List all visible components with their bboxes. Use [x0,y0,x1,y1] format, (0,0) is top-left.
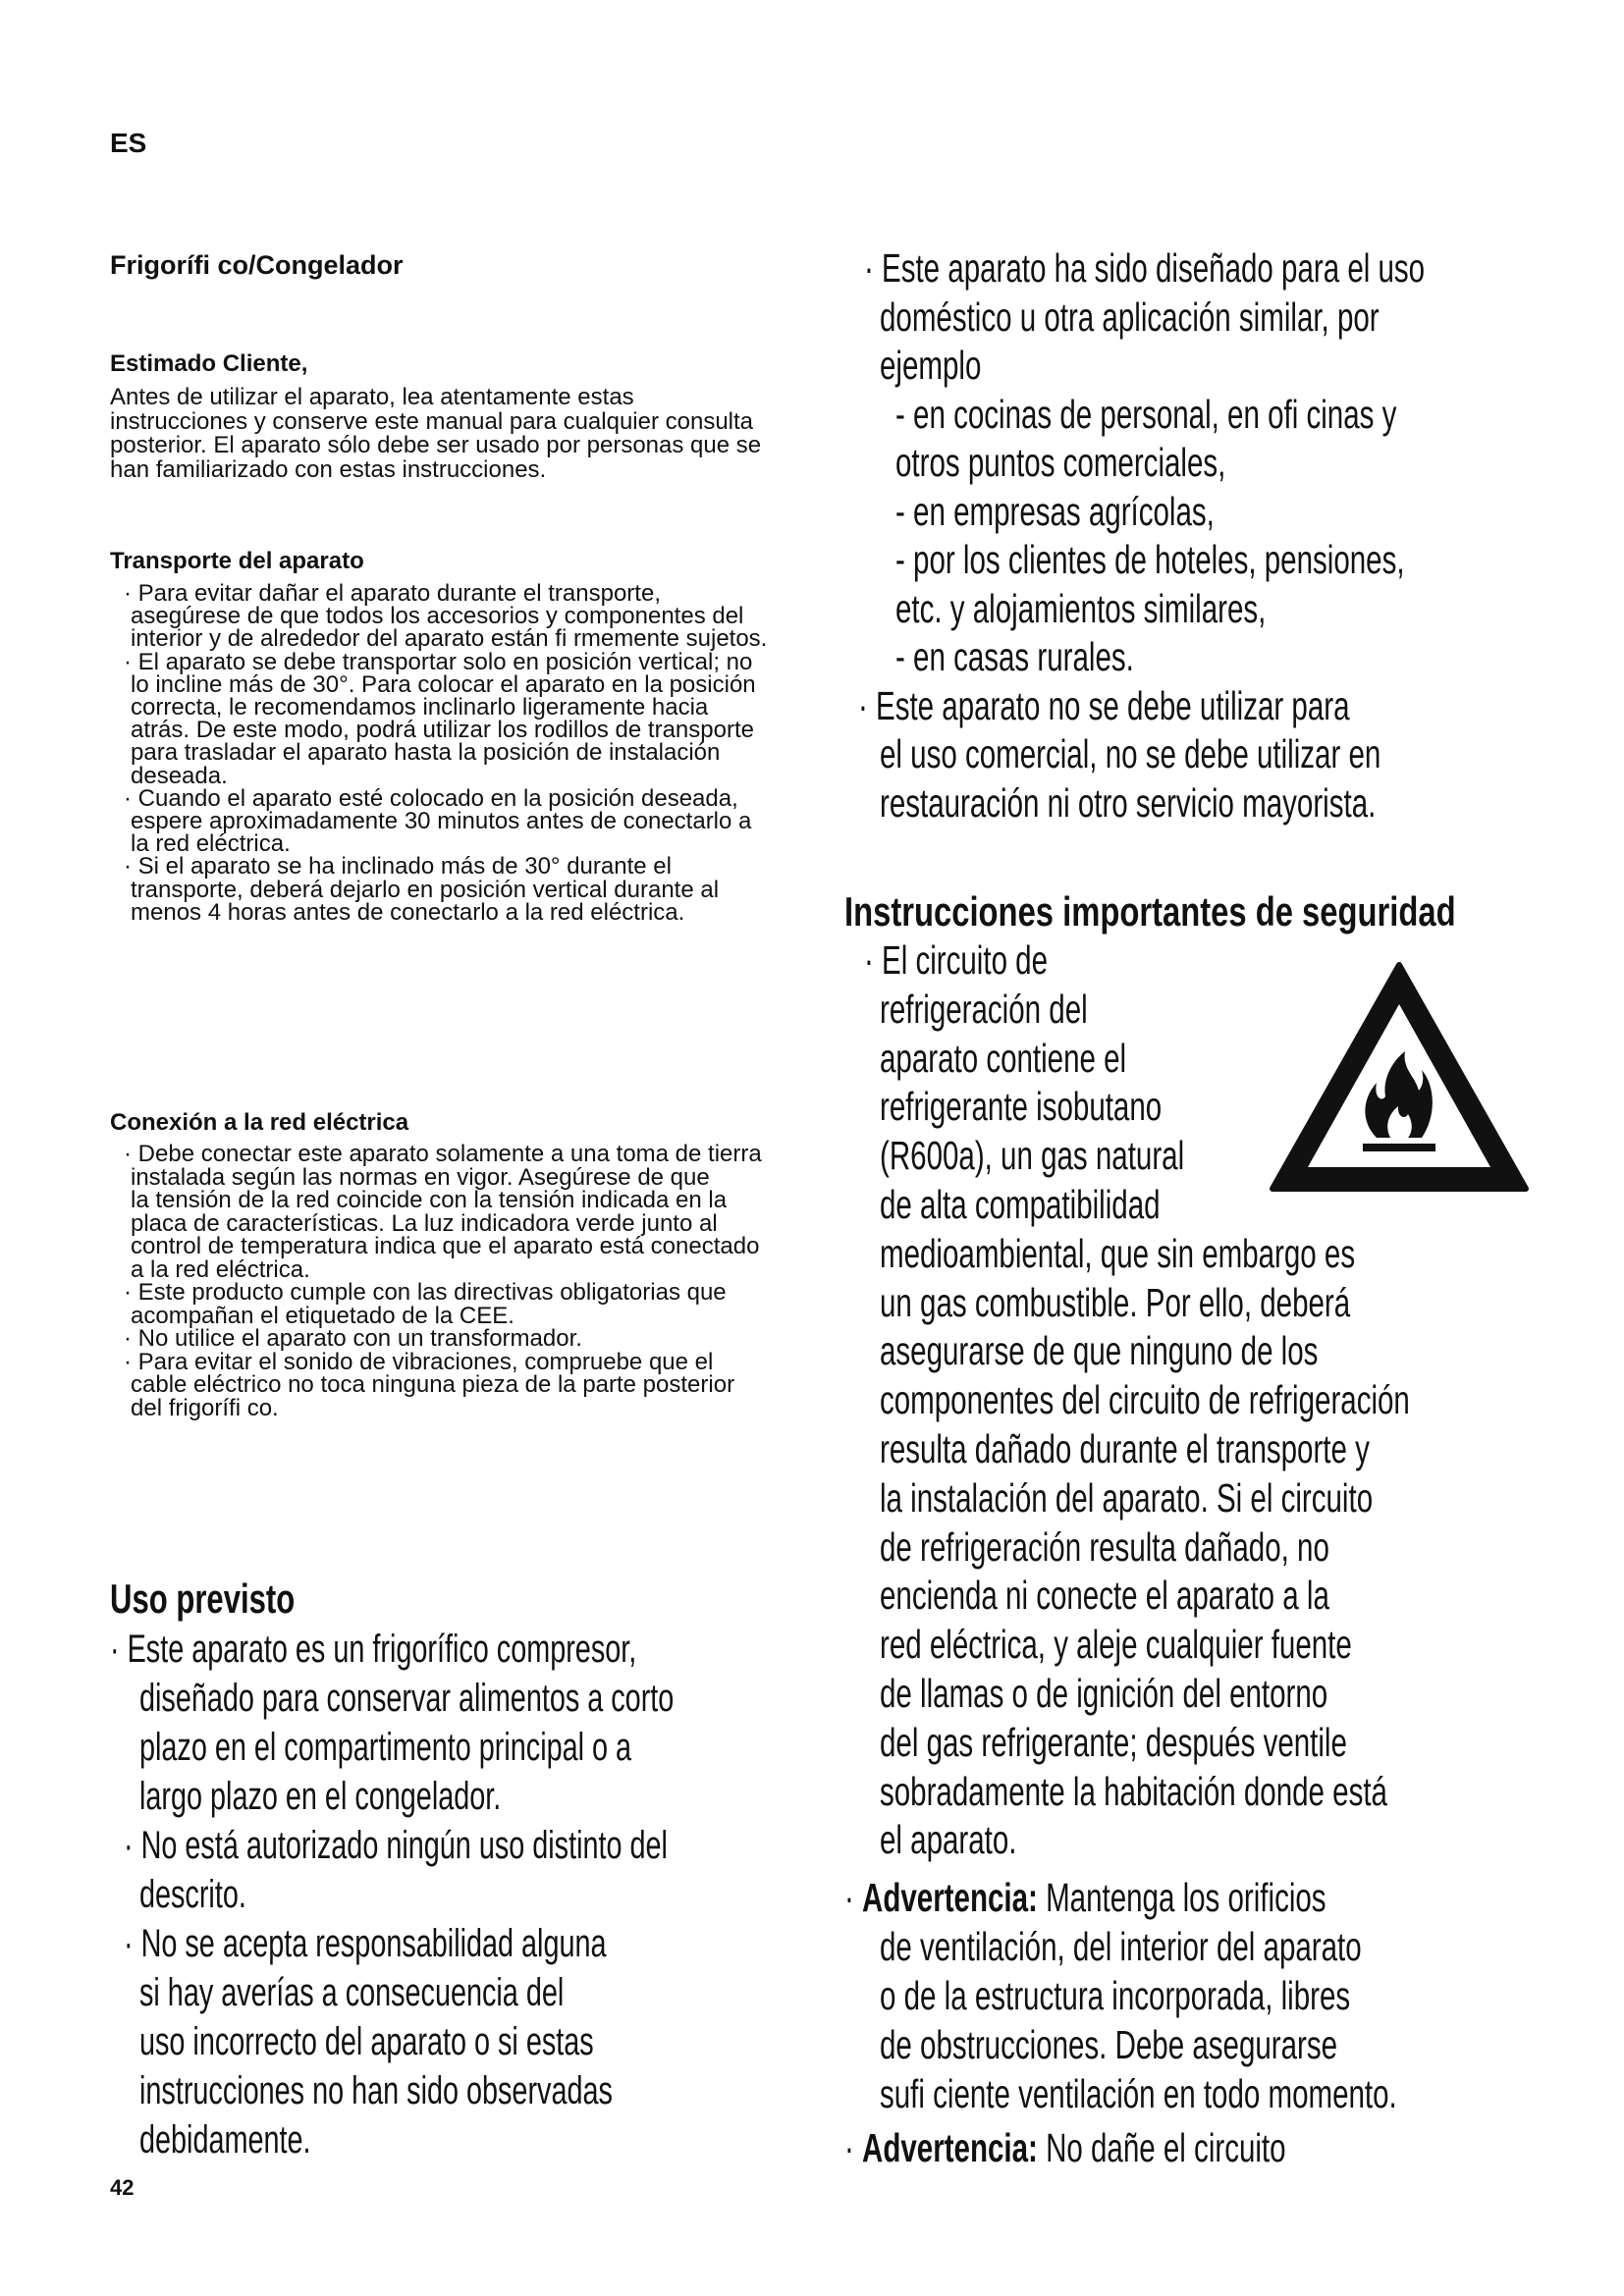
safety-line: la instalación del aparato. Si el circuito [880,1474,1374,1521]
domestic-line: doméstico u otra aplicación similar, por [880,294,1380,340]
safety-line: · El circuito de [864,937,1049,983]
transport-line: espere aproximadamente 30 minutos antes de conectarlo a [131,808,752,834]
transport-heading: Transporte del aparato [110,548,364,574]
connection-heading: Conexión a la red eléctrica [110,1109,409,1136]
safety-line: el aparato. [880,1817,1017,1863]
transport-line: lo incline más de 30°. Para colocar el aparato en la posición [131,670,756,698]
domestic-line: - por los clientes de hoteles, pensiones, [895,537,1405,582]
transport-line: deseada. [131,762,228,789]
safety-line: refrigerante isobutano [880,1084,1163,1130]
warning-circuit-bullet: · [844,2125,863,2170]
greeting-line: instrucciones y conserve este manual para cualquier consulta [110,407,754,435]
domestic-line: el uso comercial, no se debe utilizar en [880,731,1381,776]
safety-line: sobradamente la habitación donde está [880,1768,1387,1814]
greeting-line: posterior. El aparato sólo debe ser usado por personas que se [110,432,762,458]
safety-line: refrigeración del [880,986,1088,1032]
connection-line: del frigorífi co. [131,1394,279,1421]
connection-line: acompañan el etiquetado de la CEE. [131,1302,514,1329]
connection-line: · Para evitar el sonido de vibraciones, compruebe que el [124,1348,714,1375]
use-line: si hay averías a consecuencia del [139,1971,565,2014]
transport-line: para trasladar el aparato hasta la posición de instalación [131,739,721,767]
connection-line: · Este producto cumple con las directivas obligatorias que [124,1279,727,1306]
connection-line: · No utilice el aparato con un transformador. [124,1325,582,1352]
use-line: · No se acepta responsabilidad alguna [124,1922,607,1965]
use-line: · No está autorizado ningún uso distinto del [124,1824,668,1867]
flammable-warning-icon [1267,957,1532,1198]
use-line: debidamente. [139,2118,311,2162]
transport-line: · Para evitar dañar el aparato durante el transporte, [124,580,661,607]
connection-line: · Debe conectar este aparato solamente a una toma de tierra [124,1141,762,1167]
use-line: uso incorrecto del aparato o si estas [139,2020,594,2063]
connection-line: control de temperatura indica que el aparato está conectado [131,1233,760,1259]
use-line: diseñado para conservar alimentos a corto [139,1677,675,1720]
transport-line: la red eléctrica. [131,830,291,858]
domestic-line: - en empresas agrícolas, [895,488,1215,534]
warning-circuit-text: No dañe el circuito [1037,2125,1286,2170]
warning-ventilation-label: Advertencia: [862,1875,1038,1920]
warning-ventilation-text: Mantenga los orificios [1037,1875,1326,1920]
transport-line: interior y de alrededor del aparato están fi rmemente sujetos. [131,625,768,653]
safety-line: resulta dañado durante el transporte y [880,1426,1370,1471]
transport-line: · Cuando el aparato esté colocado en la posición deseada, [124,784,738,812]
use-line: largo plazo en el congelador. [139,1775,502,1818]
connection-line: placa de características. La luz indicadora verde junto al [131,1209,718,1237]
safety-line: red eléctrica, y aleje cualquier fuente [880,1622,1352,1668]
domestic-line: otros puntos comerciales, [895,440,1226,485]
warning1-line: o de la estructura incorporada, libres [880,1973,1351,2018]
use-line: · Este aparato es un frigorífico compresor, [110,1628,637,1671]
transport-line: menos 4 horas antes de conectarlo a la red eléctrica. [131,898,685,926]
transport-line: · Si el aparato se ha inclinado más de 30° durante el [124,853,672,881]
warning1-line: de obstrucciones. Debe asegurarse [880,2022,1338,2067]
warning-circuit-label: Advertencia: [862,2125,1038,2170]
transport-line: atrás. De este modo, podrá utilizar los rodillos de transporte [131,717,754,744]
warning-circuit [844,2125,1286,2171]
safety-line: un gas combustible. Por ello, deberá [880,1279,1351,1325]
language-code: ES [110,128,147,158]
transport-line: correcta, le recomendamos inclinarlo ligeramente hacia [131,694,709,721]
transport-line: asegúrese de que todos los accesorios y componentes del [131,603,744,630]
safety-line: del gas refrigerante; después ventile [880,1719,1347,1765]
safety-line: encienda ni conecte el aparato a la [880,1573,1329,1619]
safety-heading: Instrucciones importantes de seguridad [844,888,1456,934]
greeting-line: Antes de utilizar el aparato, lea atentamente estas [110,384,634,410]
document-title: Frigorífi co/Congelador [110,250,404,280]
domestic-line: · Este aparato no se debe utilizar para [858,682,1350,728]
transport-line: · El aparato se debe transportar solo en posición vertical; no [124,648,753,675]
transport-line: transporte, deberá dejarlo en posición vertical durante al [131,876,720,903]
intended-use-heading: Uso previsto [110,1575,296,1622]
domestic-line: · Este aparato ha sido diseñado para el uso [864,245,1426,291]
warning-ventilation-bullet: · [844,1875,863,1920]
safety-line: medioambiental, que sin embargo es [880,1230,1356,1276]
use-line: plazo en el compartimento principal o a [139,1726,632,1769]
warning-ventilation [844,1875,1326,1921]
safety-line: de llamas o de ignición del entorno [880,1671,1328,1716]
domestic-line: etc. y alojamientos similares, [895,585,1267,631]
domestic-line: ejemplo [880,343,982,388]
page-number: 42 [110,2175,135,2200]
greeting-line: han familiarizado con estas instrucciones. [110,455,547,483]
domestic-line: restauración ni otro servicio mayorista. [880,779,1377,826]
safety-line: componentes del circuito de refrigeración [880,1377,1410,1423]
warning1-line: de ventilación, del interior del aparato [880,1924,1362,1969]
connection-line: a la red eléctrica. [131,1255,310,1283]
domestic-line: - en casas rurales. [895,634,1134,679]
domestic-line: - en cocinas de personal, en ofi cinas y [895,391,1397,437]
warning1-line: sufi ciente ventilación en todo momento. [880,2071,1397,2116]
safety-line: de refrigeración resulta dañado, no [880,1523,1329,1570]
greeting-heading: Estimado Cliente, [110,350,308,377]
safety-line: asegurarse de que ninguno de los [880,1328,1319,1374]
safety-line: (R600a), un gas natural [880,1133,1185,1179]
use-line: descrito. [139,1873,246,1916]
use-line: instrucciones no han sido observadas [139,2069,613,2112]
connection-line: instalada según las normas en vigor. Asegúrese de que [131,1163,710,1191]
connection-line: la tensión de la red coincide con la tensión indicada en la [131,1187,728,1213]
connection-line: cable eléctrico no toca ninguna pieza de la parte posterior [131,1371,735,1398]
safety-line: de alta compatibilidad [880,1182,1161,1227]
safety-line: aparato contiene el [880,1035,1127,1081]
